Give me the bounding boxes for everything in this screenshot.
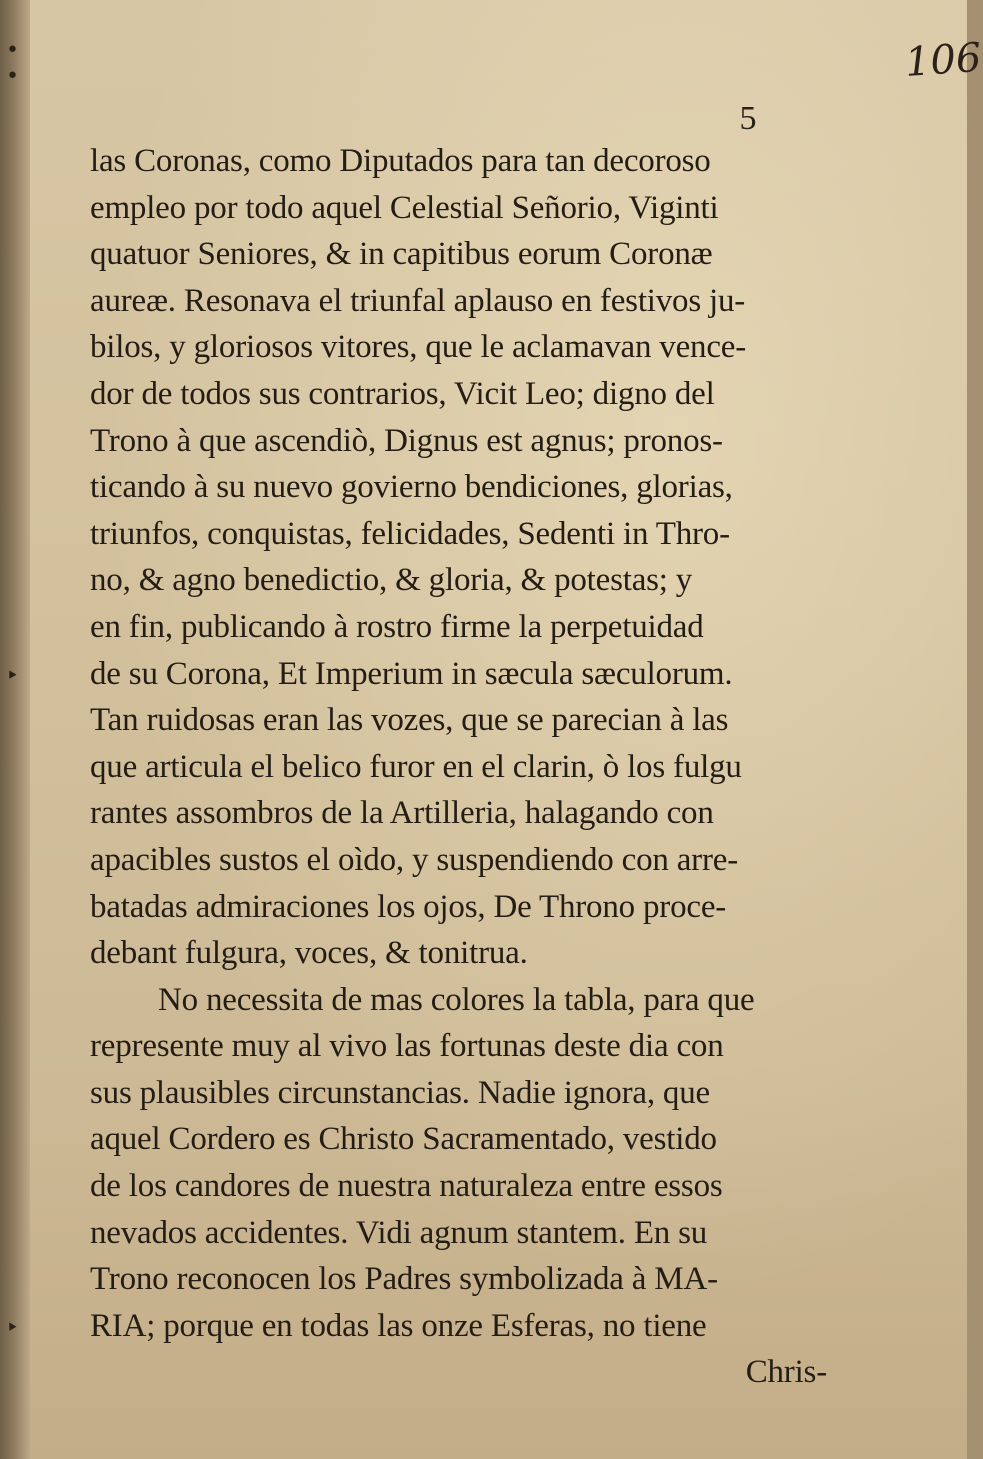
text-line: que articula el belico furor en el clarin, ò los fulgu — [90, 748, 742, 785]
text-line: batadas admiraciones los ojos, De Throno proce- — [90, 888, 727, 925]
text-line: Trono à que ascendiò, Dignus est agnus; pronos- — [90, 422, 723, 459]
gutter-mark-icon: • — [6, 38, 19, 63]
body-text — [90, 138, 835, 1396]
text-line: de su Corona, Et Imperium in sæcula sæculorum. — [90, 655, 733, 692]
text-line: en fin, publicando à rostro firme la perpetuidad — [90, 608, 704, 645]
text-line: debant fulgura, voces, & tonitrua. — [90, 935, 528, 972]
text-line: represente muy al vivo las fortunas deste dia con — [90, 1028, 724, 1065]
binding-gutter — [0, 0, 30, 1459]
text-line: las Coronas, como Diputados para tan decoroso — [90, 143, 711, 179]
text-line: triunfos, conquistas, felicidades, Sedenti in Thro- — [90, 515, 730, 552]
text-line: nevados accidentes. Vidi agnum stantem. En su — [90, 1214, 708, 1251]
catchword: Chris- — [745, 1354, 827, 1391]
gutter-mark-icon: • — [6, 64, 19, 89]
text-line: Trono reconocen los Padres symbolizada à MA- — [90, 1261, 718, 1298]
text-line: no, & agno benedictio, & gloria, & potestas; y — [90, 562, 693, 599]
text-line: quatuor Seniores, & in capitibus eorum Coronæ — [90, 236, 713, 273]
text-line: Tan ruidosas eran las vozes, que se parecian à las — [90, 702, 729, 739]
text-line: rantes assombros de la Artilleria, halagando con — [90, 795, 714, 832]
text-line: sus plausibles circunstancias. Nadie ignora, que — [90, 1074, 710, 1111]
text-line: de los candores de nuestra naturaleza entre essos — [90, 1168, 723, 1205]
text-line: RIA; porque en todas las onze Esferas, no tiene — [90, 1307, 707, 1344]
signature-number: 5 — [739, 100, 757, 137]
text-line: bilos, y gloriosos vitores, que le aclamavan vence- — [90, 329, 747, 366]
page-number: 106 — [903, 34, 983, 87]
text-line: aquel Cordero es Christo Sacramentado, vestido — [90, 1121, 717, 1158]
text-line: empleo por todo aquel Celestial Señorio, Viginti — [90, 189, 719, 226]
gutter-mark-icon: ‣ — [6, 664, 19, 689]
paragraph-first-line: No necessita de mas colores la tabla, para que — [158, 981, 755, 1018]
text-line: ticando à su nuevo govierno bendiciones, glorias, — [90, 469, 733, 506]
gutter-mark-icon: ‣ — [6, 1316, 19, 1341]
text-line: apacibles sustos el oìdo, y suspendiendo con arre- — [90, 841, 739, 878]
text-line: aureæ. Resonava el triunfal aplauso en festivos ju- — [90, 282, 746, 319]
text-line: dor de todos sus contrarios, Vicit Leo; digno del — [90, 375, 715, 412]
